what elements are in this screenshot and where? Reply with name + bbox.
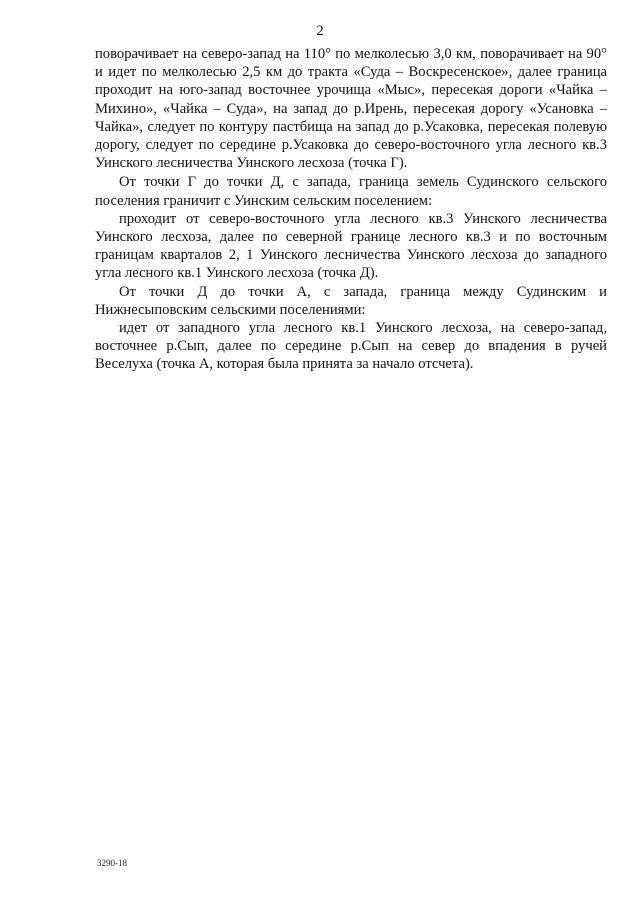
paragraph-border-g-d: проходит от северо-восточного угла лесного кв.3 Уинского лесничества Уинского лесхоза, далее по северной границе лесного кв.3 и по восточным границам кварталов 2, 1 Уинского лесничества Уинского лесхоза до западного угла лесного кв.1 Уинского лесхоза (точка Д). (95, 210, 607, 282)
document-body (95, 45, 607, 374)
paragraph-border-d-a: идет от западного угла лесного кв.1 Уинского лесхоза, на северо-запад, восточнее р.Сып, далее по середине р.Сып на север до впадения в ручей Веселуха (точка А, которая была принята за начало отсчета). (95, 320, 607, 373)
footer-document-code: 3290-18 (97, 858, 127, 868)
paragraph-section-d-a: От точки Д до точки А, с запада, граница между Судинским и Нижнесыповским сельскими поселениями: (95, 283, 607, 318)
page-number: 2 (316, 23, 324, 39)
paragraph-section-g-d: От точки Г до точки Д, с запада, граница земель Судинского сельского поселения граничит с Уинским сельским поселением: (95, 174, 607, 209)
paragraph-continuation: поворачивает на северо-запад на 110° по мелколесью 3,0 км, поворачивает на 90° и идет по мелколесью 2,5 км до тракта «Суда – Воскресенское», далее граница проходит на юго-запад восточнее урочища «Мыс», пересекая дороги «Чайка – Михино», «Чайка – Суда», на запад до р.Ирень, пересекая дорогу «Усановка – Чайка», следует по контуру пастбища на запад до р.Усаковка, пересекая полевую дорогу, следует по середине р.Усаковка до северо-восточного угла лесного кв.3 Уинского лесничества Уинского лесхоза (точка Г). (95, 46, 607, 172)
